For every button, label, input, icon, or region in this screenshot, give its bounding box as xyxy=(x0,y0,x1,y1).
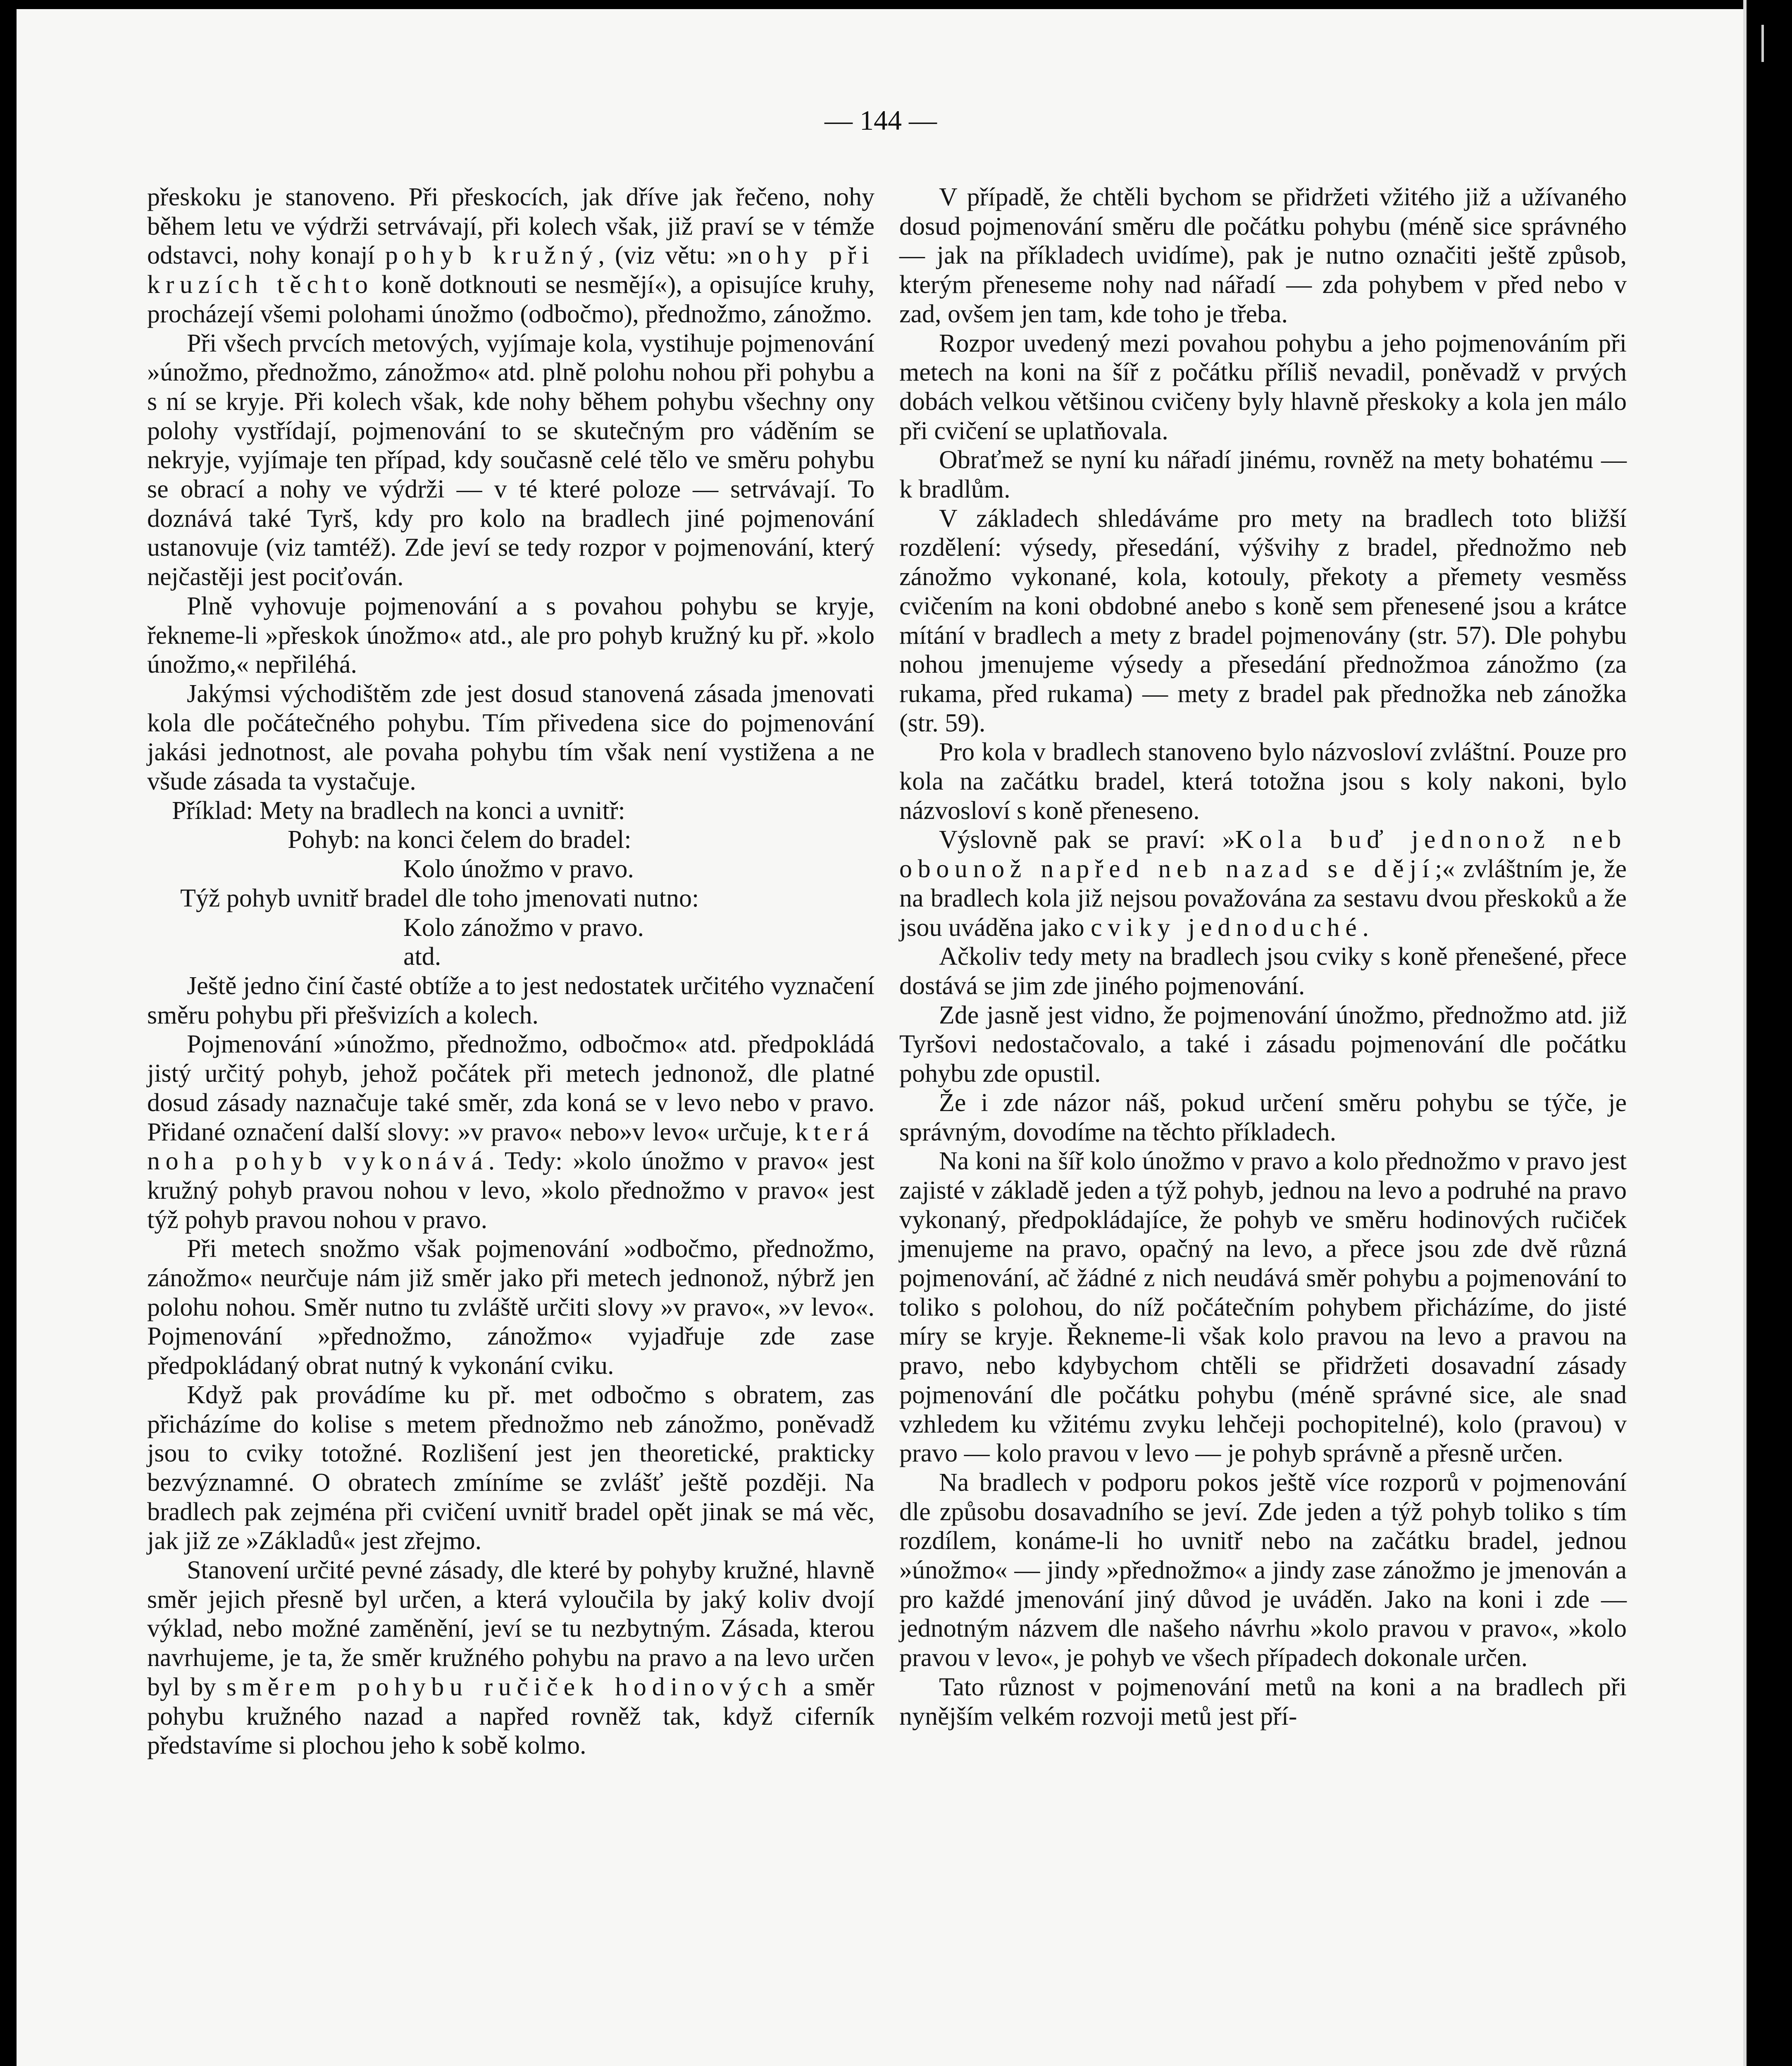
example-line: Kolo zánožmo v pravo. xyxy=(403,913,644,942)
scan-edge-mark xyxy=(1761,25,1764,62)
example-line: Příklad: Mety na bradlech na konci a uvnitř: xyxy=(172,796,625,825)
paragraph: Na koni na šíř kolo únožmo v pravo a kolo přednožmo v pravo jest zajisté v základě jeden a týž pohyb, jednou na levo a podruhé na pravo vykonaný, předpokládajíce, že pohyb ve směru hodinových ručiček jmenujeme na pravo, opačný na levo, a přece jsou zde dvě různá pojmenování, ač žádné z nich neudává směr pohybu a pojmenování to toliko s polohou, do níž počátečním pohybem přicházíme, do jisté míry se kryje. Řekneme-li však kolo pravou na levo a pravou na pravo, nebo kdybychom chtěli se přidržeti dosavadní zásady pojmenování dle počátku pohybu (méně správné sice, ale snad vzhledem ku vžitému zvyku lehčeji pochopitelné), kolo (pravou) v pravo — kolo pravou v levo — je pohyb správně a přesně určen. xyxy=(899,1147,1627,1468)
left-column xyxy=(147,183,875,1760)
paragraph: Rozpor uvedený mezi povahou pohybu a jeho pojmenováním při metech na koni na šíř z počátku příliš nevadil, poněvadž v prvých dobách velkou většinou cvičeny byly hlavně přeskoky a kola jen málo při cvičení se uplatňovala. xyxy=(899,329,1627,445)
paragraph: V případě, že chtěli bychom se přidržeti vžitého již a užívaného dosud pojmenování směru dle počátku pohybu (méně sice správného — jak na příkladech uvidíme), pak je nutno označiti ještě způsob, kterým přeneseme nohy nad nářadí — zda pohybem v před nebo v zad, ovšem jen tam, kde toho je třeba. xyxy=(899,183,1627,328)
paragraph: Stanovení určité pevné zásady, dle které by pohyby kružné, hlavně směr jejich přesně byl určen, a která vyloučila by jaký koliv dvojí výklad, nebo možné zaměnění, jeví se tu nezbytným. Zásada, kterou navrhujeme, je ta, že směr kružného pohybu na pravo a na levo určen byl by směrem pohybu ručiček hodinových a směr pohybu kružného nazad a napřed rovněž tak, když ciferník představíme si plochou jeho k sobě kolmo. xyxy=(147,1556,875,1760)
paragraph: Plně vyhovuje pojmenování a s povahou pohybu se kryje, řekneme-li »přeskok únožmo« atd., ale pro pohyb kružný ku př. »kolo únožmo,« nepřiléhá. xyxy=(147,592,875,679)
paragraph: Že i zde názor náš, pokud určení směru pohybu se týče, je správným, dovodíme na těchto příkladech. xyxy=(899,1088,1627,1146)
paragraph: Obraťmež se nyní ku nářadí jinému, rovněž na mety bohatému — k bradlům. xyxy=(899,446,1627,504)
paragraph: Ačkoliv tedy mety na bradlech jsou cviky s koně přenešené, přece dostává se jim zde jiného pojmenování. xyxy=(899,943,1627,1000)
paragraph: Pojmenování »únožmo, přednožmo, odbočmo« atd. předpokládá jistý určitý pohyb, jehož počátek při metech jednonož, dle platné dosud zásady naznačuje také směr, zda koná se v levo nebo v pravo. Přidané označení další slovy: »v pravo« nebo»v levo« určuje, která noha pohyb vykonává. Tedy: »kolo únožmo v pravo« jest kružný pohyb pravou nohou v levo, »kolo přednožmo v pravo« jest týž pohyb pravou nohou v pravo. xyxy=(147,1030,875,1234)
example-line: Týž pohyb uvnitř bradel dle toho jmenovati nutno: xyxy=(180,884,699,912)
paragraph: Při všech prvcích metových, vyjímaje kola, vystihuje pojmenování »únožmo, přednožmo, zánožmo« atd. plně polohu nohou při pohybu a s ní se kryje. Při kolech však, kde nohy během pohybu všechny ony polohy vystřídají, pojmenování to se skutečným pro váděním se nekryje, vyjímaje ten případ, kdy současně celé tělo ve směru pohybu se obrací a nohy ve výdrži — v té které poloze — setrvávají. To doznává také Tyrš, kdy pro kolo na bradlech jiné pojmenování ustanovuje (viz tamtéž). Zde jeví se tedy rozpor v pojmenování, který nejčastěji jest pociťován. xyxy=(147,329,875,591)
right-column xyxy=(899,183,1627,1731)
scanned-page xyxy=(17,9,1745,2066)
paragraph: Výslovně pak se praví: »Kola buď jednonož neb obounož napřed neb nazad se dějí;« zvláštním je, že na bradlech kola již nejsou považována za sestavu dvou přeskoků a že jsou uváděna jako cviky jednoduché. xyxy=(899,826,1627,942)
paragraph: Když pak provádíme ku př. met odbočmo s obratem, zas přicházíme do kolise s metem přednožmo neb zánožmo, poněvadž jsou to cviky totožné. Rozlišení jest jen theoretické, prakticky bezvýznamné. O obratech zmíníme se zvlášť ještě později. Na bradlech pak zejména při cvičení uvnitř bradel opět jinak se má věc, jak již ze »Základů« jest zřejmo. xyxy=(147,1381,875,1555)
paragraph: Zde jasně jest vidno, že pojmenování únožmo, přednožmo atd. již Tyršovi nedostačovalo, a také i zásadu pojmenování dle počátku pohybu zde opustil. xyxy=(899,1001,1627,1088)
page-edge-rule xyxy=(1743,0,1747,2066)
paragraph: Při metech snožmo však pojmenování »odbočmo, přednožmo, zánožmo« neurčuje nám již směr jako při metech jednonož, nýbrž jen polohu nohou. Směr nutno tu zvláště určiti slovy »v pravo«, »v levo«. Pojmenování »přednožmo, zánožmo« vyjadřuje zde zase předpokládaný obrat nutný k vykonání cviku. xyxy=(147,1235,875,1380)
paragraph: V základech shledáváme pro mety na bradlech toto bližší rozdělení: výsedy, přesedání, výšvihy z bradel, přednožmo neb zánožmo vykonané, kola, kotouly, překoty a přemety vesměss cvičením na koni obdobné anebo s koně sem přenesené jsou a krátce mítání v bradlech a mety z bradel pojmenovány (str. 57). Dle pohybu nohou jmenujeme výsedy a přesedání přednožmoa zánožmo (za rukama, před rukama) — mety z bradel pak přednožka neb zánožka (str. 59). xyxy=(899,504,1627,737)
paragraph: Jakýmsi východištěm zde jest dosud stanovená zásada jmenovati kola dle počátečného pohybu. Tím přivedena sice do pojmenování jakási jednotnost, ale povaha pohybu tím však není vystižena a ne všude zásada ta vystačuje. xyxy=(147,679,875,796)
paragraph: Tato různost v pojmenování metů na koni a na bradlech při nynějším velkém rozvoji metů jest pří- xyxy=(899,1673,1627,1730)
paragraph: Na bradlech v podporu pokos ještě více rozporů v pojmenování dle způsobu dosavadního se jeví. Zde jeden a týž pohyb toliko s tím rozdílem, konáme-li ho uvnitř nebo na začátku bradel, jednou »únožmo« — jindy »přednožmo« a jindy zase zánožmo je jmenován a pro každé jmenování jiný důvod je uváděn. Jako na koni i zde — jednotným názvem dle našeho návrhu »kolo pravou v pravo«, »kolo pravou v levo«, je pohyb ve všech případech dokonale určen. xyxy=(899,1468,1627,1672)
example-line: Kolo únožmo v pravo. xyxy=(403,855,634,883)
example-line: atd. xyxy=(403,943,441,971)
example-line: Pohyb: na konci čelem do bradel: xyxy=(288,826,631,854)
example-block xyxy=(147,796,875,971)
paragraph: Ještě jedno činí časté obtíže a to jest nedostatek určitého vyznačení směru pohybu při přešvizích a kolech. xyxy=(147,971,875,1029)
paragraph: přeskoku je stanoveno. Při přeskocích, jak dříve jak řečeno, nohy během letu ve výdrži setrvávají, při kolech však, již praví se v témže odstavci, nohy konají pohyb kružný, (viz větu: »nohy při kruzích těchto koně dotknouti se nesmějí«), a opisujíce kruhy, procházejí všemi polohami únožmo (odbočmo), přednožmo, zánožmo. xyxy=(147,183,875,328)
paragraph: Pro kola v bradlech stanoveno bylo názvosloví zvláštní. Pouze pro kola na začátku bradel, která totožna jsou s koly nakoni, bylo názvosloví s koně přeneseno. xyxy=(899,738,1627,825)
page-number: — 144 — xyxy=(825,105,937,136)
